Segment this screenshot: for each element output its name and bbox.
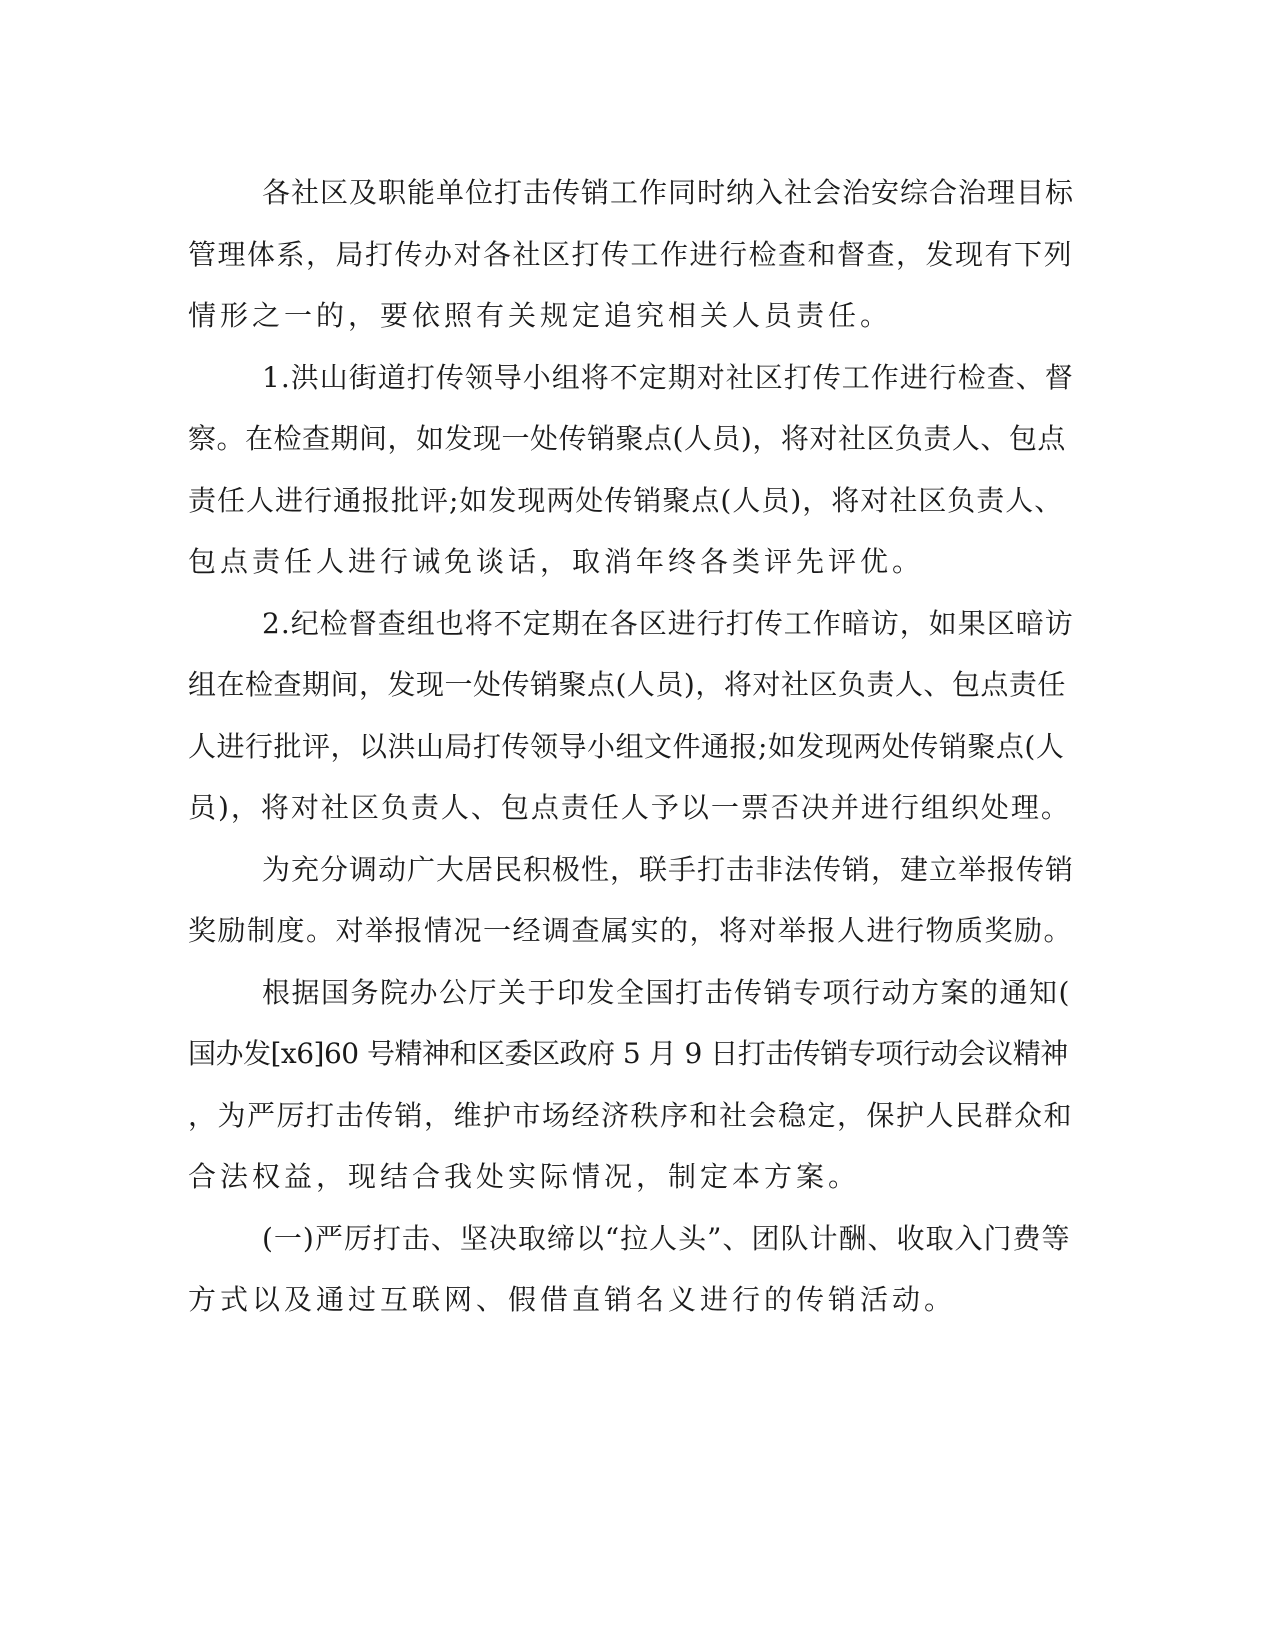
text-line: 人进行批评，以洪山局打传领导小组文件通报;如发现两处传销聚点(人: [188, 729, 1065, 763]
text-line: 包点责任人进行诫免谈话，取消年终各类评先评优。: [188, 545, 925, 578]
paragraph-reward: [188, 839, 1078, 962]
text-line: 奖励制度。对举报情况一经调查属实的，将对举报人进行物质奖励。: [188, 914, 1074, 947]
text-line: 员)，将对社区负责人、包点责任人予以一票否决并进行组织处理。: [188, 791, 1071, 824]
text-line: 责任人进行通报批评;如发现两处传销聚点(人员)，将对社区负责人、: [188, 483, 1064, 517]
text-line: (一)严厉打击、坚决取缔以“拉人头”、团队计酬、收取入门费等: [262, 1221, 1071, 1255]
text-line: 国办发[x6]60 号精神和区委区政府 5 月 9 日打击传销专项行动会议精神: [188, 1037, 1068, 1070]
text-line: 为充分调动广大居民积极性，联手打击非法传销，建立举报传销: [262, 852, 1075, 886]
text-line: 根据国务院办公厅关于印发全国打击传销专项行动方案的通知(: [262, 975, 1071, 1009]
document-body: [188, 162, 1078, 1331]
paragraph-item-2: [188, 593, 1078, 839]
paragraph-responsibility: [188, 162, 1078, 347]
paragraph-basis: [188, 962, 1078, 1208]
text-line: 察。在检查期间，如发现一处传销聚点(人员)，将对社区负责人、包点: [188, 422, 1066, 455]
text-line: 2.纪检督查组也将不定期在各区进行打传工作暗访，如果区暗访: [262, 606, 1074, 640]
text-line: 合法权益，现结合我处实际情况，制定本方案。: [188, 1160, 861, 1193]
paragraph-item-1: [188, 347, 1078, 593]
text-line: 管理体系，局打传办对各社区打传工作进行检查和督查，发现有下列: [188, 237, 1074, 271]
text-line: 情形之一的，要依照有关规定追究相关人员责任。: [188, 299, 893, 332]
text-line: 1.洪山街道打传领导小组将不定期对社区打传工作进行检查、督: [262, 360, 1074, 394]
text-line: ，为严厉打击传销，维护市场经济秩序和社会稳定，保护人民群众和: [188, 1098, 1074, 1132]
paragraph-section-1: [188, 1208, 1078, 1331]
text-line: 组在检查期间，发现一处传销聚点(人员)，将对社区负责人、包点责任: [188, 668, 1066, 701]
text-line: 方式以及通过互联网、假借直销名义进行的传销活动。: [188, 1283, 957, 1316]
text-line: 各社区及职能单位打击传销工作同时纳入社会治安综合治理目标: [262, 176, 1075, 209]
